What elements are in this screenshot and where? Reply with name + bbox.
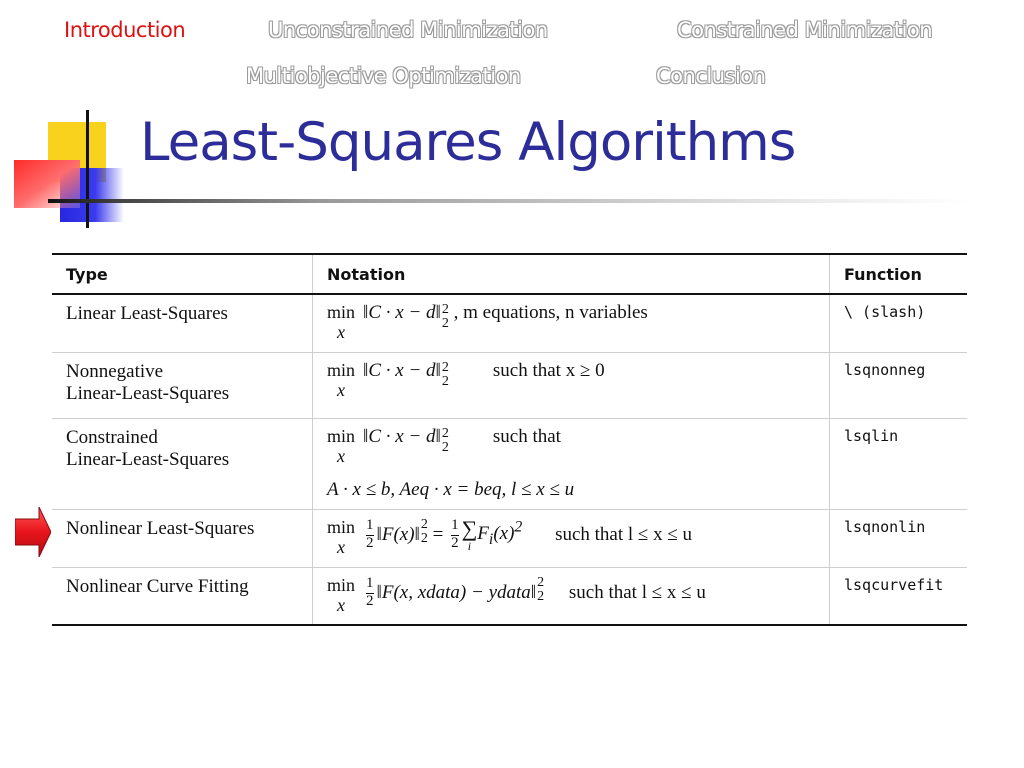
condition-text: such that [492, 425, 561, 447]
column-header-type: Type [52, 254, 313, 294]
condition-text: such that l ≤ x ≤ u [568, 581, 706, 603]
norm-exponent: 2 2 [420, 516, 428, 546]
type-label-line-1: Nonnegative [66, 360, 164, 382]
type-label-line-2: Linear-Least-Squares [66, 448, 230, 470]
equals-sign: = [432, 523, 444, 545]
constraint-expression: A · x ≤ b, Aeq · x = beq, l ≤ x ≤ u [327, 478, 575, 500]
min-operator: min x [327, 302, 356, 342]
formula [327, 303, 815, 341]
function-cell: \ (slash) [830, 294, 968, 352]
slide-title: Least-Squares Algorithms [140, 112, 796, 173]
table-row [52, 294, 967, 352]
type-label-line-1: Constrained [66, 426, 158, 448]
fraction: $\frac{1}{2}$ [366, 574, 374, 609]
type-cell [52, 509, 313, 567]
nav-link-introduction[interactable]: Introduction [64, 18, 186, 42]
condition-text: such that l ≤ x ≤ u [555, 523, 693, 545]
type-cell [52, 418, 313, 509]
formula [327, 576, 815, 614]
type-cell [52, 352, 313, 418]
notation-cell [313, 509, 830, 567]
column-header-function: Function [830, 254, 968, 294]
fraction: $\frac{1}{2}$ [366, 516, 374, 551]
type-cell [52, 294, 313, 352]
min-operator: min x [327, 425, 356, 466]
norm-exponent: 2 2 [441, 359, 449, 389]
condition-text: such that x ≥ 0 [492, 359, 605, 381]
table-header-row [52, 254, 967, 294]
table-row [52, 352, 967, 418]
nav-link-unconstrained-minimization[interactable]: Unconstrained Minimization [268, 18, 548, 42]
title-decoration-vertical-line [86, 110, 89, 228]
notation-cell [313, 352, 830, 418]
type-label-line-2: Linear-Least-Squares [66, 382, 230, 404]
type-cell [52, 567, 313, 625]
formula [327, 361, 815, 399]
norm-expression: ‖F(x)‖ [376, 523, 420, 545]
function-cell: lsqnonneg [830, 352, 968, 418]
least-squares-table [52, 253, 967, 626]
type-label: Linear Least-Squares [66, 303, 228, 324]
fraction: $\frac{1}{2}$ [451, 516, 459, 551]
right-arrow-icon [15, 507, 51, 557]
nav-link-constrained-minimization[interactable]: Constrained Minimization [677, 18, 933, 42]
norm-expression: ‖C · x − d‖ [363, 425, 441, 447]
formula [327, 518, 815, 556]
condition-text: , m equations, n variables [453, 302, 648, 323]
notation-cell [313, 567, 830, 625]
min-operator: min x [327, 359, 356, 400]
sum-operator: ∑ i [461, 516, 478, 553]
notation-cell [313, 418, 830, 509]
type-label: Nonlinear Least-Squares [66, 517, 255, 539]
min-operator: min x [327, 574, 356, 615]
norm-exponent: 2 2 [537, 574, 545, 604]
nav-link-conclusion[interactable]: Conclusion [656, 64, 766, 88]
notation-cell [313, 294, 830, 352]
formula [327, 427, 815, 465]
function-cell: lsqcurvefit [830, 567, 968, 625]
table-row [52, 567, 967, 625]
sum-term: $F_i(x)^2$ [477, 519, 523, 549]
norm-expression: ‖C · x − d‖ [363, 302, 441, 323]
norm-exponent: 2 2 [441, 425, 449, 455]
norm-expression: ‖C · x − d‖ [363, 359, 441, 381]
table-row [52, 509, 967, 567]
norm-expression: ‖F(x, xdata) − ydata‖ [376, 581, 537, 603]
norm-exponent: 2 2 [441, 302, 449, 331]
min-operator: min x [327, 516, 356, 557]
function-cell: lsqlin [830, 418, 968, 509]
function-cell: lsqnonlin [830, 509, 968, 567]
nav-link-multiobjective-optimization[interactable]: Multiobjective Optimization [246, 64, 521, 88]
table-row [52, 418, 967, 509]
title-underline [48, 199, 968, 203]
type-label: Nonlinear Curve Fitting [66, 575, 249, 597]
column-header-notation: Notation [313, 254, 830, 294]
